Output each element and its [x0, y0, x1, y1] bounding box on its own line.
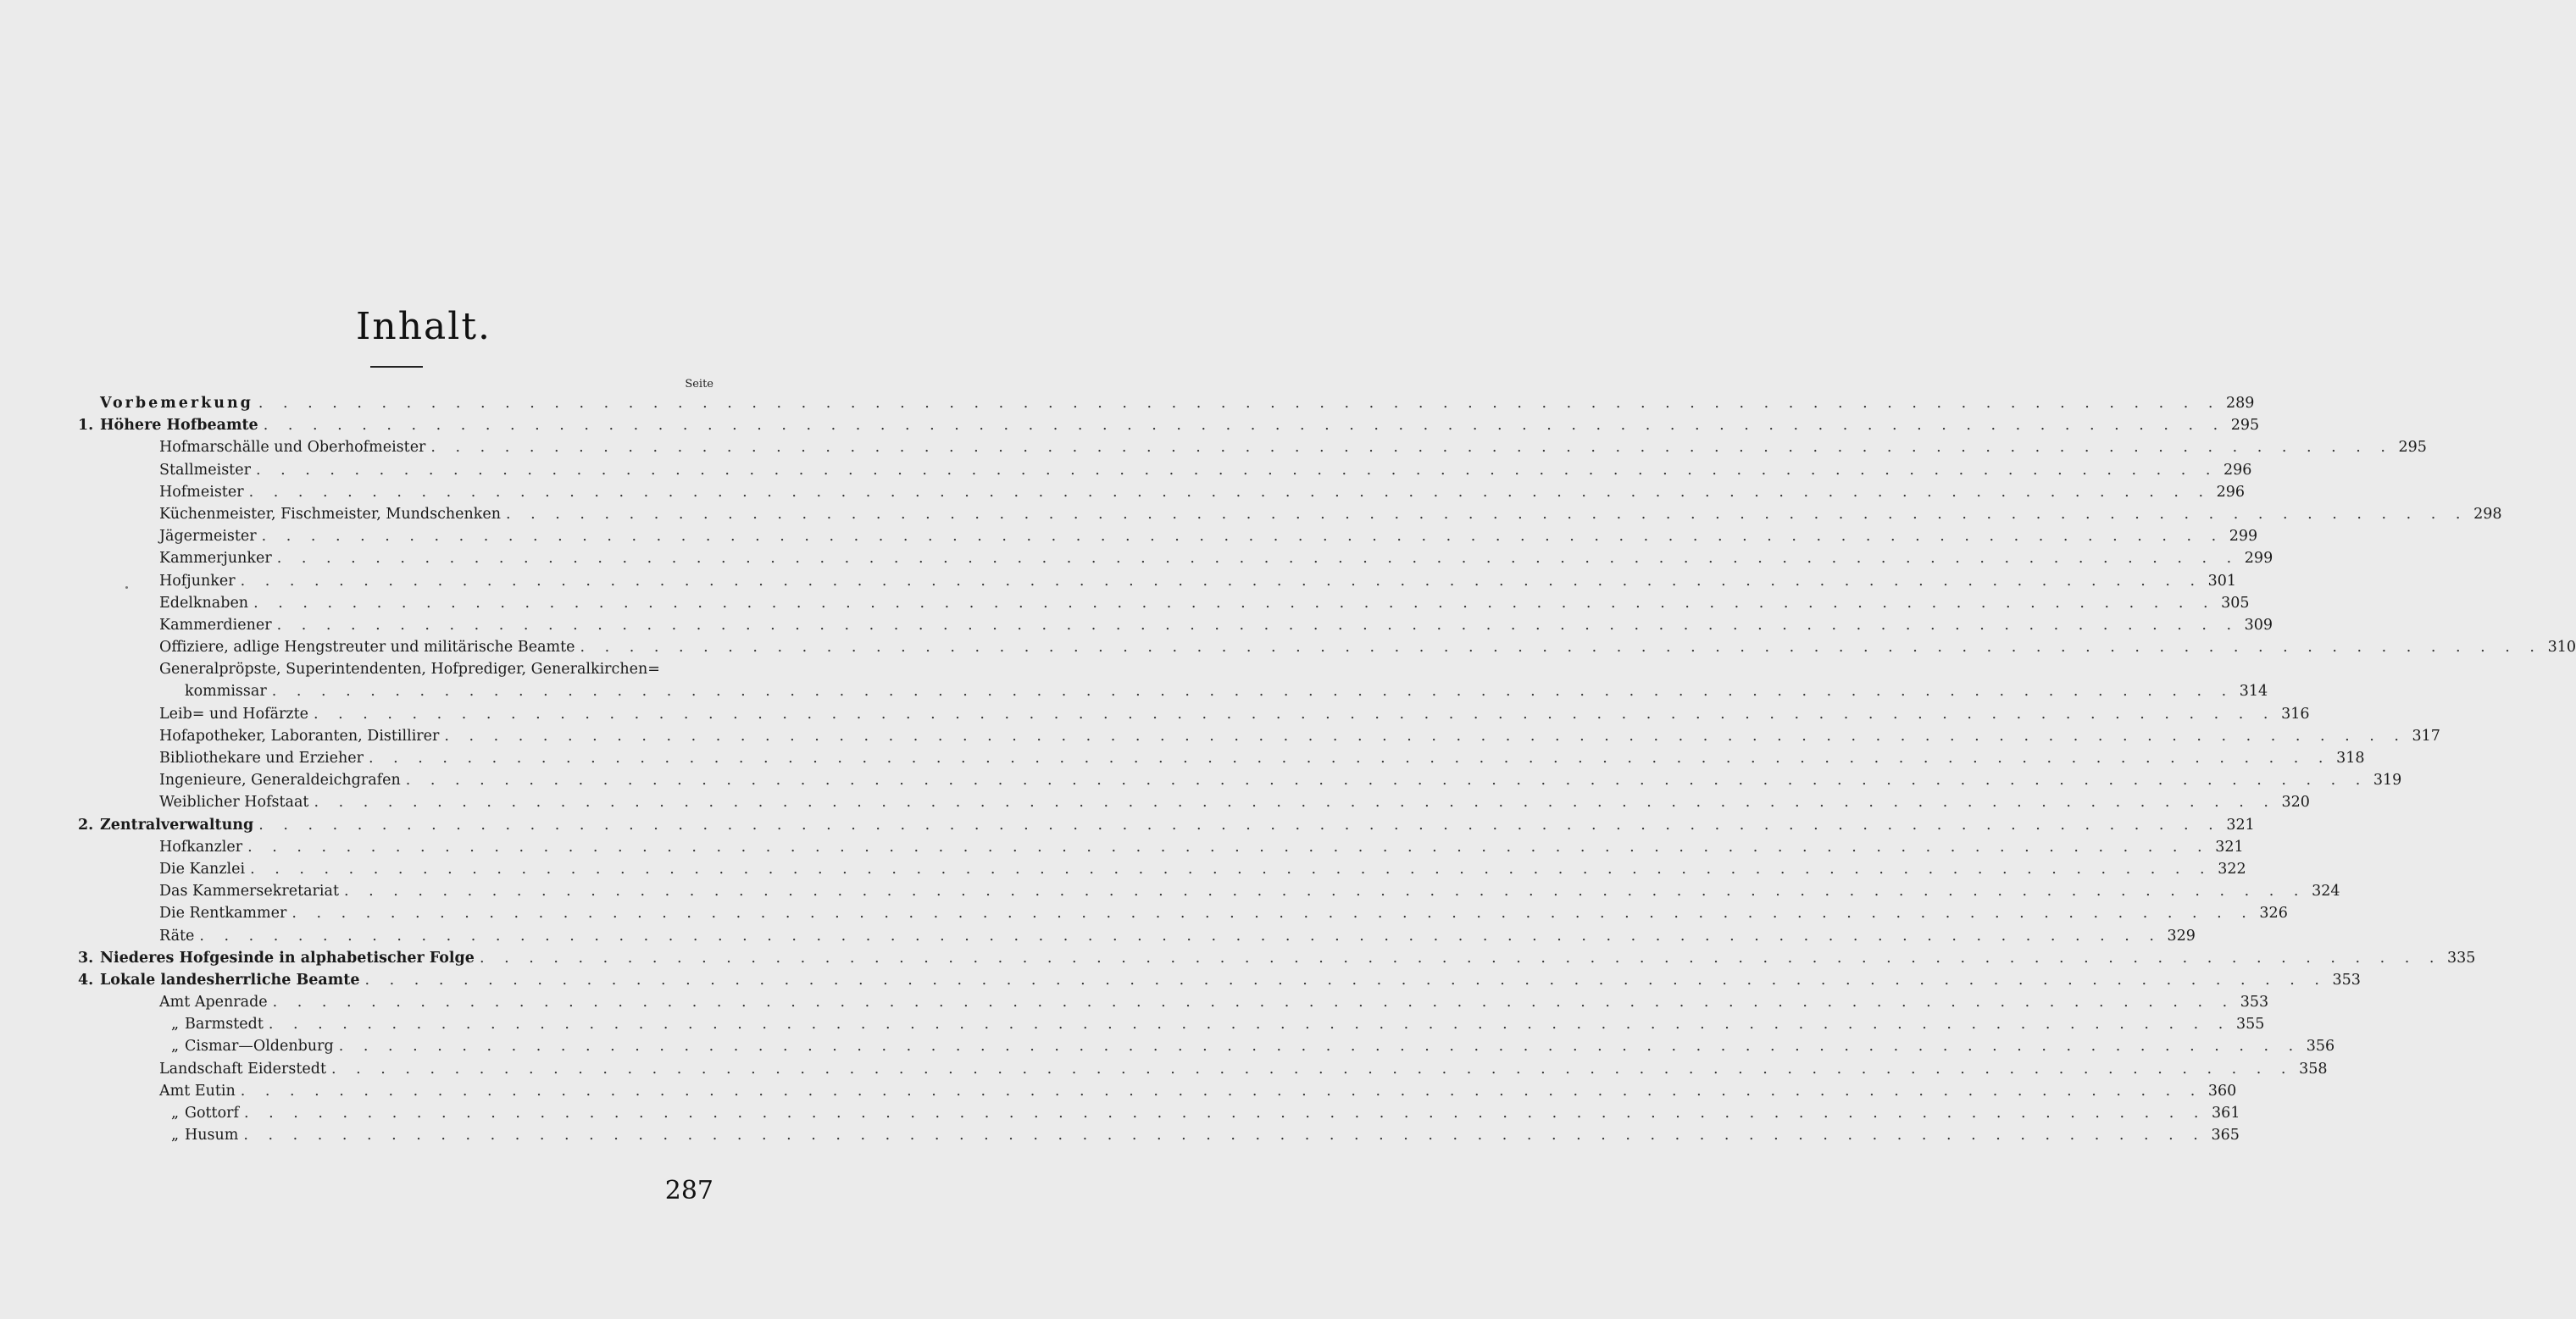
- dot-leader: . . . . . . . . . . . . . . . . . . . . . . . . . . . . . . . . . . . . . . . . . . . . . . . . . . . . . . . . . . . . . . . . . . . . . . . . . . . . . . . .: [291, 905, 2254, 923]
- print-speck: [125, 586, 128, 589]
- ditto-mark: „: [171, 1105, 180, 1122]
- dot-leader: . . . . . . . . . . . . . . . . . . . . . . . . . . . . . . . . . . . . . . . . . . . . . . . . . . . . . . . . . . . . . . . . . . . . . . . . . . . . . . . .: [243, 1105, 2207, 1122]
- toc-entry-page: 316: [2281, 705, 2310, 723]
- toc-entry-label: Generalpröpste, Superintendenten, Hofprediger, Generalkirchen=: [159, 661, 660, 679]
- toc-entry-page: 301: [2207, 572, 2237, 590]
- toc-entry: [78, 1035, 2335, 1057]
- toc-entry-number: 3.: [78, 949, 94, 967]
- toc-entry: [78, 880, 2340, 902]
- toc-entry-page: 358: [2299, 1060, 2328, 1078]
- toc-entry: [78, 725, 2440, 747]
- toc-entry-page: 318: [2336, 750, 2365, 767]
- toc-entry: [78, 636, 2576, 658]
- toc-entry: [78, 969, 2361, 991]
- toc-entry: [78, 902, 2288, 924]
- toc-entry: [78, 414, 2260, 436]
- toc-entry-label: Das Kammersekretariat: [159, 883, 339, 901]
- toc-entry-page: 353: [2332, 971, 2361, 989]
- toc-entry-label: Kammerjunker: [159, 550, 272, 568]
- toc-entry-page: 299: [2229, 528, 2258, 546]
- toc-entry: [78, 858, 2246, 880]
- ditto-mark: „: [171, 1016, 180, 1034]
- toc-entry-label: Barmstedt: [185, 1016, 264, 1034]
- dot-leader: . . . . . . . . . . . . . . . . . . . . . . . . . . . . . . . . . . . . . . . . . . . . . . . . . . . . . . . . . . . . . . . . . . . . . . . . . . . . . . . .: [506, 505, 2468, 523]
- toc-entry: [78, 836, 2244, 858]
- toc-entry: [78, 769, 2402, 791]
- toc-entry-page: 321: [2215, 838, 2244, 856]
- toc-entry-label: Gottorf: [185, 1105, 239, 1122]
- ditto-mark: „: [171, 1127, 180, 1144]
- toc-entry: [78, 814, 2255, 836]
- dot-leader: . . . . . . . . . . . . . . . . . . . . . . . . . . . . . . . . . . . . . . . . . . . . . . . . . . . . . . . . . . . . . . . . . . . . . . . . . . . . . . . .: [240, 572, 2203, 590]
- toc-entry-number: 2.: [78, 816, 94, 834]
- toc-entry-label: Amt Eutin: [159, 1082, 236, 1100]
- dot-leader: . . . . . . . . . . . . . . . . . . . . . . . . . . . . . . . . . . . . . . . . . . . . . . . . . . . . . . . . . . . . . . . . . . . . . . . . . . . . . . . .: [243, 1127, 2206, 1144]
- toc-entry: [78, 925, 2196, 947]
- toc-entry-label: Die Rentkammer: [159, 905, 287, 923]
- toc-entry-label: Amt Apenrade: [159, 994, 268, 1011]
- toc-entry: [78, 680, 2268, 702]
- toc-entry-page: 295: [2398, 439, 2427, 457]
- toc-entry: [78, 592, 2250, 614]
- toc-entry-label: Offiziere, adlige Hengstreuter und militärische Beamte: [159, 639, 575, 657]
- toc-entry: [78, 791, 2310, 813]
- toc-entry-page: 296: [2223, 461, 2252, 479]
- toc-entry-page: 310: [2547, 639, 2576, 657]
- dot-leader: . . . . . . . . . . . . . . . . . . . . . . . . . . . . . . . . . . . . . . . . . . . . . . . . . . . . . . . . . . . . . . . . . . . . . . . . . . . . . . . .: [364, 971, 2327, 989]
- toc-entry-label: Hofkanzler: [159, 838, 243, 856]
- toc-entry-page: 322: [2218, 860, 2246, 878]
- page-column-header: Seite: [685, 378, 713, 391]
- dot-leader: . . . . . . . . . . . . . . . . . . . . . . . . . . . . . . . . . . . . . . . . . . . . . . . . . . . . . . . . . . . . . . . . . . . . . . . . . . . . . . . .: [314, 705, 2276, 723]
- toc-entry-label: Hofapotheker, Laboranten, Distillirer: [159, 727, 440, 745]
- toc-entry-label: Weiblicher Hofstaat: [159, 794, 309, 812]
- dot-leader: . . . . . . . . . . . . . . . . . . . . . . . . . . . . . . . . . . . . . . . . . . . . . . . . . . . . . . . . . . . . . . . . . . . . . . . . . . . . . . . .: [248, 483, 2212, 501]
- toc-entry-label: Bibliothekare und Erzieher: [159, 750, 364, 767]
- toc-entry: [78, 547, 2273, 569]
- toc-entry-page: 355: [2235, 1016, 2265, 1034]
- dot-leader: . . . . . . . . . . . . . . . . . . . . . . . . . . . . . . . . . . . . . . . . . . . . . . . . . . . . . . . . . . . . . . . . . . . . . . . . . . . . . . . .: [271, 683, 2235, 701]
- toc-entry-label: Hofjunker: [159, 572, 236, 590]
- toc-entry: [78, 481, 2246, 503]
- toc-entry-page: 326: [2259, 905, 2288, 923]
- toc-entry: [78, 392, 2255, 414]
- dot-leader: . . . . . . . . . . . . . . . . . . . . . . . . . . . . . . . . . . . . . . . . . . . . . . . . . . . . . . . . . . . . . . . . . . . . . . . . . . . . . . . .: [255, 461, 2218, 479]
- table-of-contents: [78, 392, 2576, 1146]
- dot-leader: . . . . . . . . . . . . . . . . . . . . . . . . . . . . . . . . . . . . . . . . . . . . . . . . . . . . . . . . . . . . . . . . . . . . . . . . . . . . . . . .: [430, 439, 2393, 457]
- toc-entry: [78, 1080, 2237, 1102]
- toc-entry-page: 296: [2216, 483, 2246, 501]
- toc-entry-label: Hofmarschälle und Oberhofmeister: [159, 439, 426, 457]
- dot-leader: . . . . . . . . . . . . . . . . . . . . . . . . . . . . . . . . . . . . . . . . . . . . . . . . . . . . . . . . . . . . . . . . . . . . . . . . . . . . . . . .: [343, 883, 2307, 901]
- toc-entry: [78, 947, 2476, 969]
- toc-entry-label: Jägermeister: [159, 528, 257, 546]
- toc-entry-label: Küchenmeister, Fischmeister, Mundschenken: [159, 505, 501, 523]
- toc-entry-page: 320: [2281, 794, 2310, 812]
- toc-entry-label: Vorbemerkung: [100, 395, 253, 412]
- toc-entry-page: 317: [2412, 727, 2440, 745]
- dot-leader: . . . . . . . . . . . . . . . . . . . . . . . . . . . . . . . . . . . . . . . . . . . . . . . . . . . . . . . . . . . . . . . . . . . . . . . . . . . . . . . .: [240, 1082, 2203, 1100]
- toc-entry: [78, 1124, 2240, 1146]
- toc-entry-label: Husum: [185, 1127, 239, 1144]
- title-divider: [370, 366, 423, 368]
- toc-entry: [78, 658, 715, 680]
- toc-entry: [78, 1058, 2328, 1080]
- dot-leader: . . . . . . . . . . . . . . . . . . . . . . . . . . . . . . . . . . . . . . . . . . . . . . . . . . . . . . . . . . . . . . . . . . . . . . . . . . . . . . . .: [258, 395, 2221, 412]
- dot-leader: . . . . . . . . . . . . . . . . . . . . . . . . . . . . . . . . . . . . . . . . . . . . . . . . . . . . . . . . . . . . . . . . . . . . . . . . . . . . . . . .: [247, 838, 2210, 856]
- dot-leader: . . . . . . . . . . . . . . . . . . . . . . . . . . . . . . . . . . . . . . . . . . . . . . . . . . . . . . . . . . . . . . . . . . . . . . . . . . . . . . . .: [331, 1060, 2294, 1078]
- toc-entry-label: Ingenieure, Generaldeichgrafen: [159, 772, 401, 790]
- dot-leader: . . . . . . . . . . . . . . . . . . . . . . . . . . . . . . . . . . . . . . . . . . . . . . . . . . . . . . . . . . . . . . . . . . . . . . . . . . . . . . . .: [263, 417, 2226, 435]
- dot-leader: . . . . . . . . . . . . . . . . . . . . . . . . . . . . . . . . . . . . . . . . . . . . . . . . . . . . . . . . . . . . . . . . . . . . . . . . . . . . . . . .: [199, 927, 2162, 945]
- toc-entry-label: Hofmeister: [159, 483, 244, 501]
- dot-leader: . . . . . . . . . . . . . . . . . . . . . . . . . . . . . . . . . . . . . . . . . . . . . . . . . . . . . . . . . . . . . . . . . . . . . . . . . . . . . . . .: [338, 1038, 2301, 1056]
- toc-entry: [78, 703, 2310, 725]
- toc-entry-page: 324: [2312, 883, 2340, 901]
- ditto-mark: „: [171, 1038, 180, 1056]
- page-title: Inhalt.: [355, 305, 492, 348]
- toc-entry-label: Leib= und Hofärzte: [159, 705, 308, 723]
- page-number: 287: [664, 1176, 713, 1205]
- dot-leader: . . . . . . . . . . . . . . . . . . . . . . . . . . . . . . . . . . . . . . . . . . . . . . . . . . . . . . . . . . . . . . . . . . . . . . . . . . . . . . . .: [314, 794, 2276, 812]
- toc-entry-page: 321: [2226, 816, 2255, 834]
- toc-entry-label: Edelknaben: [159, 594, 249, 612]
- toc-entry: [78, 1013, 2265, 1035]
- toc-entry-page: 295: [2230, 417, 2260, 435]
- toc-entry: [78, 747, 2365, 769]
- toc-entry-page: 335: [2447, 949, 2476, 967]
- toc-entry-page: 360: [2207, 1082, 2237, 1100]
- dot-leader: . . . . . . . . . . . . . . . . . . . . . . . . . . . . . . . . . . . . . . . . . . . . . . . . . . . . . . . . . . . . . . . . . . . . . . . . . . . . . . . .: [368, 750, 2331, 767]
- toc-entry-number: 1.: [78, 417, 94, 435]
- toc-entry-label: Höhere Hofbeamte: [100, 417, 258, 435]
- dot-leader: . . . . . . . . . . . . . . . . . . . . . . . . . . . . . . . . . . . . . . . . . . . . . . . . . . . . . . . . . . . . . . . . . . . . . . . . . . . . . . . .: [444, 727, 2407, 745]
- toc-entry: [78, 991, 2269, 1013]
- toc-entry-page: 319: [2373, 772, 2402, 790]
- toc-entry-page: 356: [2306, 1038, 2335, 1056]
- dot-leader: . . . . . . . . . . . . . . . . . . . . . . . . . . . . . . . . . . . . . . . . . . . . . . . . . . . . . . . . . . . . . . . . . . . . . . . . . . . . . . . .: [276, 616, 2240, 634]
- dot-leader: . . . . . . . . . . . . . . . . . . . . . . . . . . . . . . . . . . . . . . . . . . . . . . . . . . . . . . . . . . . . . . . . . . . . . . . . . . . . . . . .: [268, 1016, 2231, 1034]
- toc-entry-page: 365: [2211, 1127, 2240, 1144]
- toc-entry-page: 309: [2244, 616, 2273, 634]
- toc-entry: [78, 570, 2237, 592]
- toc-entry-page: 305: [2221, 594, 2250, 612]
- toc-entry-number: 4.: [78, 971, 94, 989]
- dot-leader: . . . . . . . . . . . . . . . . . . . . . . . . . . . . . . . . . . . . . . . . . . . . . . . . . . . . . . . . . . . . . . . . . . . . . . . . . . . . . . . .: [479, 949, 2442, 967]
- toc-entry-label: Stallmeister: [159, 461, 251, 479]
- toc-entry-label: Zentralverwaltung: [100, 816, 254, 834]
- toc-entry: [78, 436, 2427, 458]
- toc-entry-label: Niederes Hofgesinde in alphabetischer Folge: [100, 949, 475, 967]
- toc-entry-page: 314: [2239, 683, 2268, 701]
- toc-entry: [78, 525, 2258, 547]
- toc-entry: [78, 503, 2502, 525]
- toc-entry-label: Räte: [159, 927, 195, 945]
- toc-entry: [78, 614, 2273, 636]
- dot-leader: . . . . . . . . . . . . . . . . . . . . . . . . . . . . . . . . . . . . . . . . . . . . . . . . . . . . . . . . . . . . . . . . . . . . . . . . . . . . . . . .: [272, 994, 2235, 1011]
- toc-entry-label: Landschaft Eiderstedt: [159, 1060, 326, 1078]
- dot-leader: . . . . . . . . . . . . . . . . . . . . . . . . . . . . . . . . . . . . . . . . . . . . . . . . . . . . . . . . . . . . . . . . . . . . . . . . . . . . . . . .: [276, 550, 2240, 568]
- toc-entry-page: 329: [2167, 927, 2196, 945]
- toc-entry-label: Lokale landesherrliche Beamte: [100, 971, 360, 989]
- toc-entry-page: 298: [2473, 505, 2502, 523]
- toc-entry-label: Kammerdiener: [159, 616, 272, 634]
- toc-entry: [78, 1102, 2240, 1124]
- dot-leader: . . . . . . . . . . . . . . . . . . . . . . . . . . . . . . . . . . . . . . . . . . . . . . . . . . . . . . . . . . . . . . . . . . . . . . . . . . . . . . . .: [580, 639, 2542, 657]
- dot-leader: . . . . . . . . . . . . . . . . . . . . . . . . . . . . . . . . . . . . . . . . . . . . . . . . . . . . . . . . . . . . . . . . . . . . . . . . . . . . . . . .: [261, 528, 2224, 546]
- dot-leader: . . . . . . . . . . . . . . . . . . . . . . . . . . . . . . . . . . . . . . . . . . . . . . . . . . . . . . . . . . . . . . . . . . . . . . . . . . . . . . . .: [405, 772, 2368, 790]
- dot-leader: . . . . . . . . . . . . . . . . . . . . . . . . . . . . . . . . . . . . . . . . . . . . . . . . . . . . . . . . . . . . . . . . . . . . . . . . . . . . . . . .: [250, 860, 2212, 878]
- dot-leader: . . . . . . . . . . . . . . . . . . . . . . . . . . . . . . . . . . . . . . . . . . . . . . . . . . . . . . . . . . . . . . . . . . . . . . . . . . . . . . . .: [258, 816, 2221, 834]
- toc-entry-page: 299: [2244, 550, 2273, 568]
- toc-entry-label: Cismar—Oldenburg: [185, 1038, 334, 1056]
- toc-entry-page: 361: [2212, 1105, 2240, 1122]
- toc-entry-page: 353: [2240, 994, 2269, 1011]
- toc-entry-page: 289: [2226, 395, 2255, 412]
- toc-entry-label: Die Kanzlei: [159, 860, 246, 878]
- dot-leader: . . . . . . . . . . . . . . . . . . . . . . . . . . . . . . . . . . . . . . . . . . . . . . . . . . . . . . . . . . . . . . . . . . . . . . . . . . . . . . . .: [253, 594, 2216, 612]
- toc-entry-label: kommissar: [185, 683, 267, 701]
- toc-entry: [78, 459, 2252, 481]
